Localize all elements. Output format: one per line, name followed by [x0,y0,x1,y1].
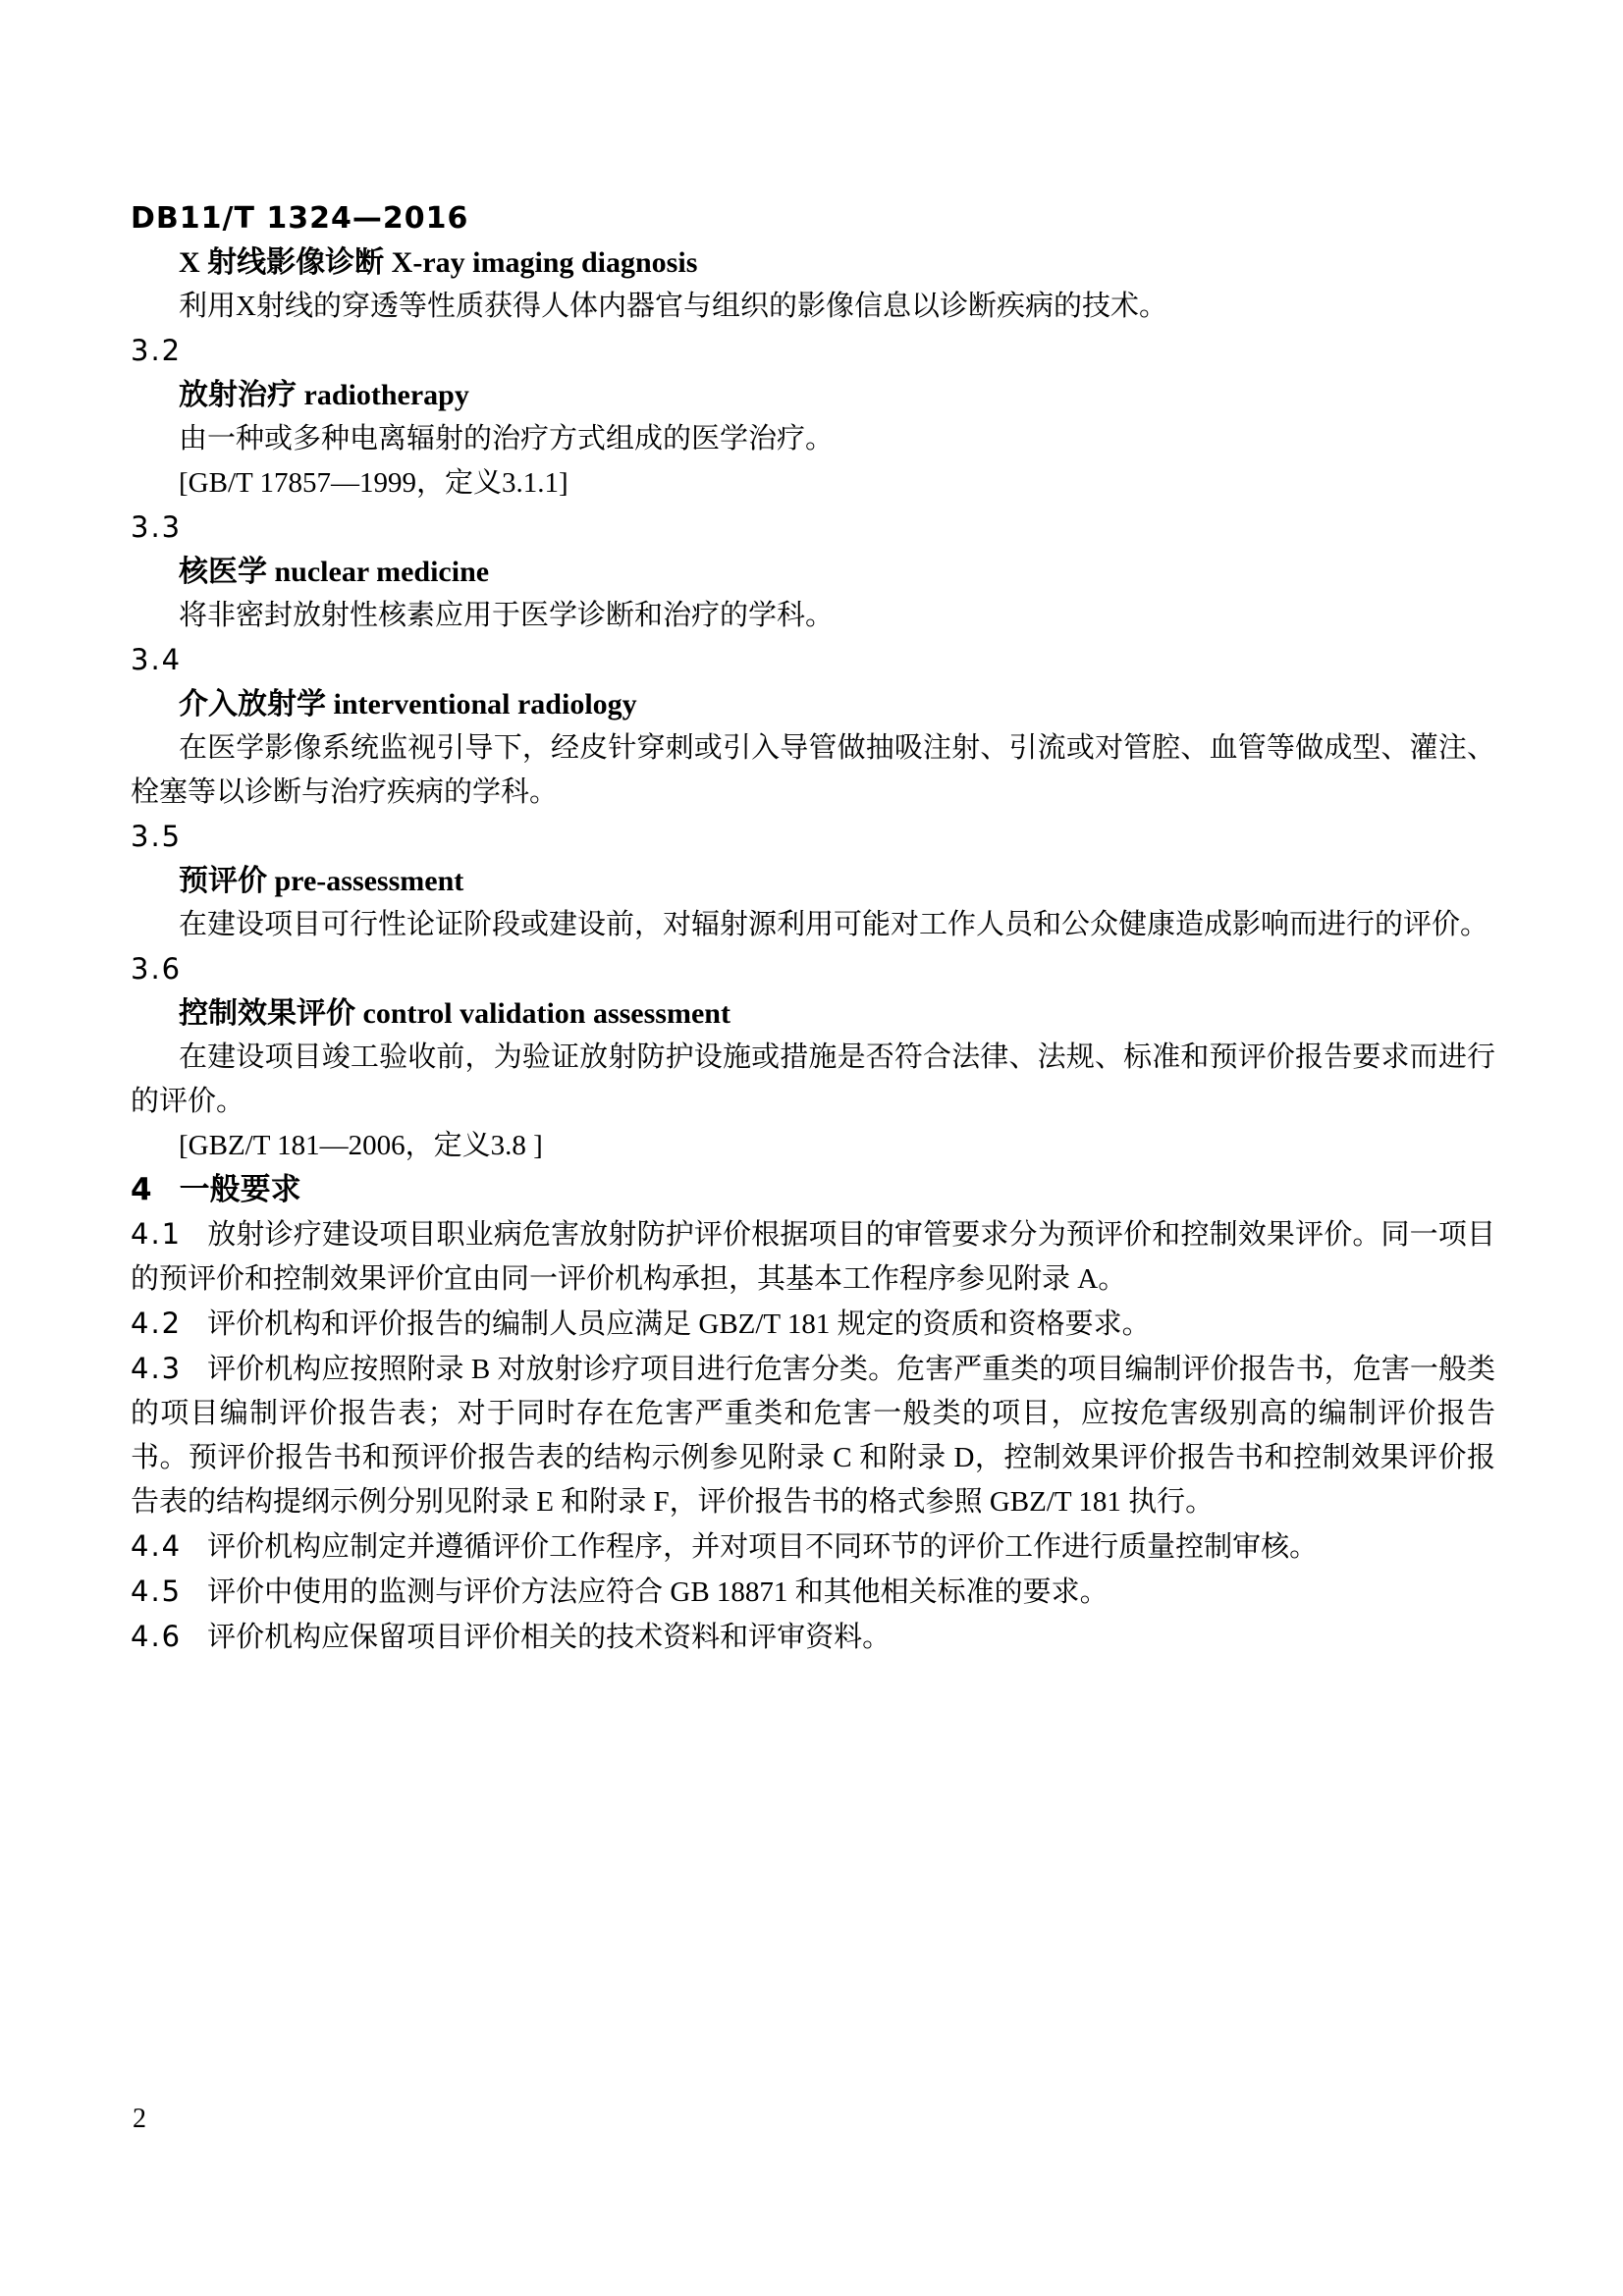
clause-4-2-number: 4.2 [131,1307,183,1340]
clause-4-2-text: 评价机构和评价报告的编制人员应满足 GBZ/T 181 规定的资质和资格要求。 [207,1308,1151,1340]
term-pre-assessment: 预评价 pre-assessment [179,865,464,897]
clause-4-2 [131,1302,1495,1347]
clause-4-5 [131,1570,1495,1615]
clause-4-6 [131,1615,1495,1660]
section-4-title: 一般要求 [179,1172,301,1207]
clause-4-5-text: 评价中使用的监测与评价方法应符合 GB 18871 和其他相关标准的要求。 [207,1576,1109,1608]
clause-number-3-2: 3.2 [131,334,183,367]
clause-4-1-number: 4.1 [131,1217,183,1251]
clause-number-3-5: 3.5 [131,820,183,853]
clause-4-6-number: 4.6 [131,1620,183,1653]
term-interventional-radiology: 介入放射学 interventional radiology [179,688,637,721]
clause-number-3-3: 3.3 [131,510,183,544]
definition-control-validation-assessment: 在建设项目竣工验收前，为验证放射防护设施或措施是否符合法律、法规、标准和预评价报告要求而进行的评价。 [131,1041,1495,1117]
citation-radiotherapy: [GB/T 17857—1999，定义3.1.1] [179,467,568,499]
clause-4-4 [131,1524,1495,1570]
definition-nuclear-medicine: 将非密封放射性核素应用于医学诊断和治疗的学科。 [179,600,835,631]
definition-interventional-radiology: 在医学影像系统监视引导下，经皮针穿刺或引入导管做抽吸注射、引流或对管腔、血管等做成型、灌注、栓塞等以诊断与治疗疾病的学科。 [131,732,1495,808]
citation-control-validation-assessment: [GBZ/T 181—2006，定义3.8 ] [179,1130,543,1161]
clause-number-3-4: 3.4 [131,643,183,676]
clause-4-3-number: 4.3 [131,1352,183,1385]
definition-pre-assessment: 在建设项目可行性论证阶段或建设前，对辐射源利用可能对工作人员和公众健康造成影响而进行的评价。 [179,909,1489,940]
page-number: 2 [133,2104,146,2134]
term-xray-imaging-diagnosis: X 射线影像诊断 X-ray imaging diagnosis [179,246,698,279]
clause-4-6-text: 评价机构应保留项目评价相关的技术资料和评审资料。 [207,1622,892,1653]
clause-4-3-text: 评价机构应按照附录 B 对放射诊疗项目进行危害分类。危害严重类的项目编制评价报告书，危害一般类的项目编制评价报告表；对于同时存在危害严重类和危害一般类的项目，应按危害级别高的编制评价报告书。预评价报告书和预评价报告表的结构示例参见附录 C 和附录 D，控制效果评价报告书和控制效果评价报告表的结构提纲示例分别见附录 E 和附录 F，评价报告书的格式参照 GBZ/T 181 执行。 [131,1354,1495,1518]
term-control-validation-assessment: 控制效果评价 control validation assessment [179,997,730,1030]
clause-4-1-text: 放射诊疗建设项目职业病危害放射防护评价根据项目的审管要求分为预评价和控制效果评价。同一项目的预评价和控制效果评价宜由同一评价机构承担，其基本工作程序参见附录 A。 [131,1219,1495,1295]
clause-4-4-number: 4.4 [131,1529,183,1563]
clause-4-5-number: 4.5 [131,1575,183,1608]
definition-radiotherapy: 由一种或多种电离辐射的治疗方式组成的医学治疗。 [179,423,835,454]
document-standard-number: DB11/T 1324—2016 [131,201,469,236]
term-nuclear-medicine: 核医学 nuclear medicine [179,556,490,588]
term-radiotherapy: 放射治疗 radiotherapy [179,379,469,411]
definition-xray-imaging-diagnosis: 利用X射线的穿透等性质获得人体内器官与组织的影像信息以诊断疾病的技术。 [179,291,1167,322]
section-4-number: 4 [131,1172,152,1207]
clause-number-3-6: 3.6 [131,952,183,986]
clause-4-1 [131,1212,1495,1302]
clause-4-4-text: 评价机构应制定并遵循评价工作程序，并对项目不同环节的评价工作进行质量控制审核。 [207,1531,1319,1563]
clause-4-3 [131,1347,1495,1524]
section-4-heading [131,1168,1495,1212]
